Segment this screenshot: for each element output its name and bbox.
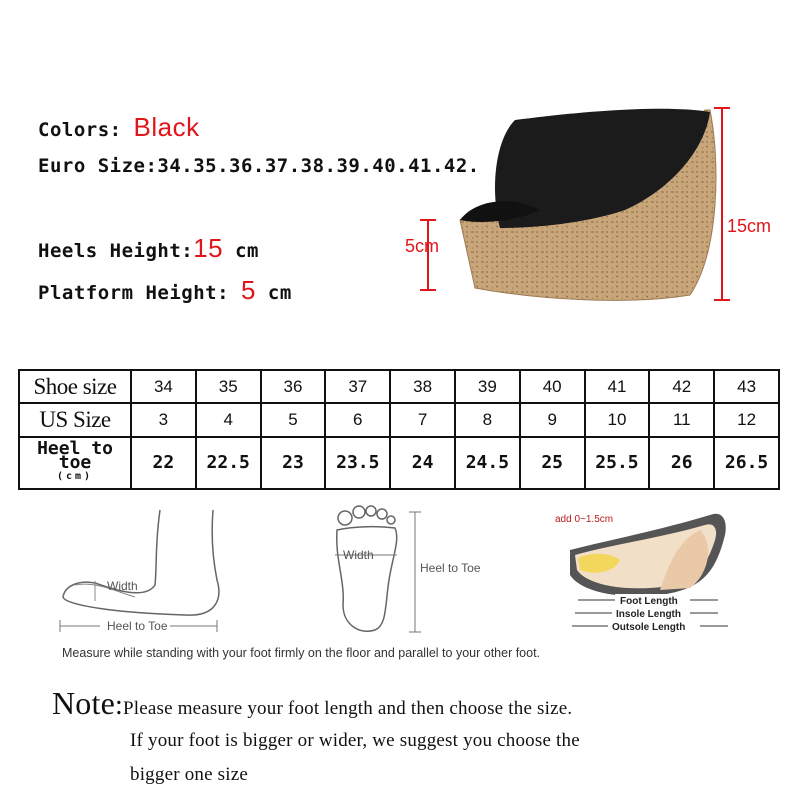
side-foot-diagram [55,505,235,640]
table-cell: 25.5 [585,437,650,489]
shoe-size-header: Shoe size [19,370,131,403]
colors-label: Colors: [38,119,122,141]
add-allowance-label: add 0~1.5cm [555,514,614,525]
table-cell: 23.5 [325,437,390,489]
outsole-length-label: Outsole Length [612,622,686,633]
table-cell: 39 [455,370,520,403]
table-cell: 35 [196,370,261,403]
table-row [19,370,779,403]
platform-height-value: 5 [240,275,256,305]
heel-to-toe-header [19,437,131,489]
platform-height-label: Platform Height: [38,282,230,304]
table-cell: 26 [649,437,714,489]
table-cell: 42 [649,370,714,403]
heels-height-label: Heels Height: [38,240,194,262]
table-row [19,403,779,436]
table-cell: 24.5 [455,437,520,489]
measure-caption: Measure while standing with your foot firmly on the floor and parallel to your other foot. [62,646,541,660]
table-cell: 8 [455,403,520,436]
table-cell: 22 [131,437,196,489]
side-heel-to-toe-label: Heel to Toe [107,619,168,633]
product-image [390,100,790,320]
table-cell: 41 [585,370,650,403]
note-text-1: Please measure your foot length and then choose the size. [123,698,573,719]
note-line-1: Note:Please measure your foot length and then choose the size. [52,685,573,721]
table-cell: 7 [390,403,455,436]
table-cell: 24 [390,437,455,489]
heels-height-unit: cm [235,240,259,262]
euro-size-value: 34.35.36.37.38.39.40.41.42. [157,155,480,177]
table-cell: 40 [520,370,585,403]
platform-height-unit: cm [267,282,292,304]
table-cell: 37 [325,370,390,403]
colors-row [38,112,200,143]
heel-to-toe-unit: (cm) [56,470,94,482]
table-cell: 12 [714,403,779,436]
table-cell: 43 [714,370,779,403]
table-cell: 5 [261,403,326,436]
table-cell: 34 [131,370,196,403]
heels-height-row [38,233,259,264]
top-foot-diagram [325,500,505,640]
table-cell: 4 [196,403,261,436]
table-cell: 25 [520,437,585,489]
size-chart-table [18,369,780,490]
note-line-3: bigger one size [130,764,249,785]
top-heel-to-toe-label: Heel to Toe [420,561,481,575]
heel-to-toe-header-label: Heel to toe [37,437,113,473]
table-cell: 22.5 [196,437,261,489]
table-cell: 23 [261,437,326,489]
insole-length-label: Insole Length [616,609,681,620]
foot-length-label: Foot Length [620,596,678,607]
colors-value: Black [133,112,200,142]
table-cell: 9 [520,403,585,436]
table-cell: 6 [325,403,390,436]
table-cell: 36 [261,370,326,403]
note-title: Note [52,685,116,721]
table-cell: 10 [585,403,650,436]
euro-size-label: Euro Size: [38,155,158,177]
side-width-label: Width [107,579,138,593]
insole-diagram [550,500,750,645]
heel-dimension-label: 15cm [727,216,772,236]
table-cell: 26.5 [714,437,779,489]
platform-height-row [38,275,292,306]
heels-height-value: 15 [193,233,224,263]
top-width-label: Width [343,548,374,562]
us-size-header: US Size [19,403,131,436]
table-row [19,437,779,489]
note-line-2: If your foot is bigger or wider, we suggest you choose the [130,730,580,751]
table-cell: 38 [390,370,455,403]
platform-dimension-label: 5cm [405,236,440,256]
table-cell: 3 [131,403,196,436]
table-cell: 11 [649,403,714,436]
